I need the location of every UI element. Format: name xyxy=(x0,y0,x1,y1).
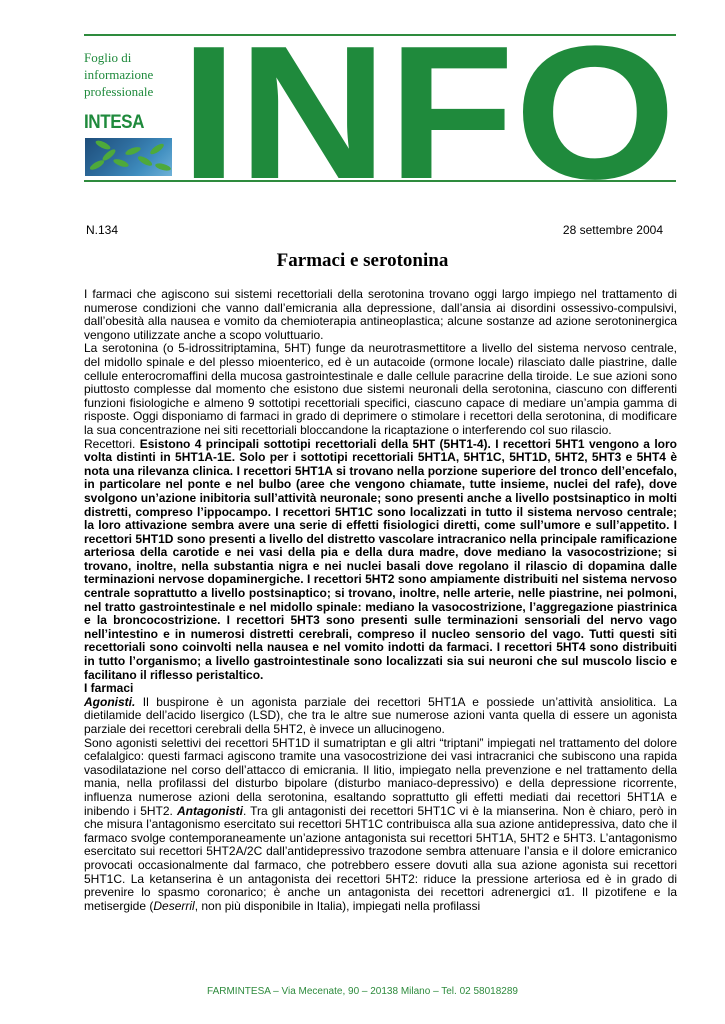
paragraph-agonists: Agonisti. Il buspirone è un agonista parziale dei recettori 5HT1A e possiede un’attività ansiolitica. La dietilamide dell’acido lisergico (LSD), che tra le altre sue numerose azioni vanta quella di essere un agonista parziale dei recettori cerebrali della 5HT2, è invece un allucinogeno. xyxy=(84,694,677,736)
paragraph-serotonin: La serotonina (o 5-idrossitriptamina, 5HT) funge da neurotrasmettitore a livello del sistema nervoso centrale, del midollo spinale e del plesso mioenterico, ed è un autacoide (ormone locale) rilasciato dalle piastrine, dalle cellule enterocromaffini della mucosa gastrointestinale e dalle cellule paracrine della tiroide. Le sue azioni sono piuttosto complesse dal momento che esistono due sistemi neuronali della serotonina, ciascuno con differenti funzioni fisiologiche e almeno 9 sottotipi recettoriali specifici, ciascuno capace di mediare un’ampia gamma di risposte. Oggi disponiamo di farmaci in grado di deprimere o stimolare i recettori della serotonina, di modificare la sua concentrazione nei siti recettoriali bloccandone la ricaptazione o interferendo col suo rilascio. xyxy=(84,341,677,437)
antagonists-lead: Antagonisti xyxy=(176,803,243,818)
article-title: Farmaci e serotonina xyxy=(276,250,449,271)
section-heading: I farmaci xyxy=(84,681,134,696)
issue-number: N.134 xyxy=(86,223,119,237)
masthead-word: INFO xyxy=(180,34,676,182)
paragraph-antagonists: Sono agonisti selettivi dei recettori 5HT1D il sumatriptan e gli altri “triptani” impiegati nel trattamento del dolore cefalalgico: questi farmaci agiscono tramite una vasocostrizione dei vasi intracranici che subiscono una rapida vasodilatazione nel corso dell’attacco di emicrania. Il litio, impiegato nella prevenzione e nel trattamento della mania, nella profilassi del disturbo bipolare (disturbo maniaco-depressivo) e della depressione ricorrente, influenza numerose azioni della serotonina, esaltando soprattutto gli effetti mediati dai recettori 5HT1A e inibendo i 5HT2. Antagonisti. Tra gli antagonisti dei recettori 5HT1C vi è la mianserina. Non è chiaro, però in che misura l’antagonismo esercitato sui recettori 5HT1C contribuisca alla sua azione antidepressiva, dato che il farmaco svolge contemporaneamente un’azione antagonista sui recettori 5HT1A, 5HT2 e 5HT3. L’antagonismo esercitato sui recettori 5HT2A/2C dall’antidepressivo trazodone sembra attenuare l’ansia e il dolore emicranico provocati occasionalmente dal farmaco, che potrebbero essere dovuti alla sua azione agonista sui recettori 5HT1C. La ketanserina è un antagonista dei recettori 5HT2: riduce la pressione arteriosa ed è in grado di prevenire lo spasmo coronarico; è anche un antagonista dei recettori adrenergici α1. Il pizotifene e la metisergide (Deserril, non più disponibile in Italia), impiegati nella profilassi xyxy=(84,735,677,913)
brand-text xyxy=(84,49,172,100)
paragraph-intro: I farmaci che agiscono sui sistemi recettoriali della serotonina trovano oggi largo impiego nel trattamento di numerose condizioni che vanno dall’emicrania alla depressione, dall’ansia ai disordini ossessivo-compulsivi, dall’obesità alla nausea e vomito da chemioterapia antineoplastica; alcune sostanze ad azione serotoninergica vengono utilizzate anche a scopo voluttuario. xyxy=(84,287,677,342)
receptors-text: Esistono 4 principali sottotipi recettoriali della 5HT (5HT1-4). I recettori 5HT1 vengono a loro volta distinti in 5HT1A-1E. Solo per i sottotipi recettoriali 5HT1A, 5HT1C, 5HT1D, 5HT2, 5HT3 e 5HT4 è nota una rilevanza clinica. I recettori 5HT1A si trovano nella porzione superiore del tronco dell’encefalo, in particolare nel ponte e nel bulbo (aree che vengono chiamate, tutte insieme, nuclei del rafe), dove svolgono un’azione inibitoria sull’attività neuronale; sono presenti anche a livello postsinaptico in molti distretti, compreso l’ippocampo. I recettori 5HT1C sono localizzati in tutto il sistema nervoso centrale; la loro attivazione sembra avere una serie di effetti fisiologici diretti, come sull’umore e sull’appetito. I recettori 5HT1D sono presenti a livello del distretto vascolare intracranico nella principale ramificazione arteriosa della carotide e nei vasi della pia e della dura madre, dove mediano la vasocostrizione; si trovano, inoltre, nella substantia nigra e nei nuclei basali dove regolano il rilascio di dopamina dalle terminazioni nervose dopaminergiche. I recettori 5HT2 sono ampiamente distribuiti nel sistema nervoso centrale soprattutto a livello postsinaptico; si trovano, inoltre, nelle arterie, nelle piastrine, nei polmoni, nel tratto gastrointestinale e nel midollo spinale: mediano la vasocostrizione, l’aggregazione piastrinica e la broncocostrizione. I recettori 5HT3 sono presenti sulle terminazioni sensoriali del nervo vago nell’intestino e in numerosi distretti cerebrali, compreso il nucleo sensorio del vago. Tutti questi siti recettoriali sono coinvolti nella nausea e nel vomito indotti da farmaci. I recettori 5HT4 sono distribuiti in tutto l’organismo; a livello gastrointestinale sono localizzati sia sui neuroni che sul muscolo liscio e facilitano il riflesso peristaltico. xyxy=(84,436,677,682)
brand-line-1: Foglio di xyxy=(84,50,132,65)
issue-date: 28 settembre 2004 xyxy=(562,223,663,237)
brand-line-3: professionale xyxy=(84,84,154,99)
agonists-lead: Agonisti. xyxy=(84,694,136,709)
brand-name: INTESA xyxy=(84,112,145,133)
paragraph-receptors xyxy=(84,438,677,683)
brand-line-2: informazione xyxy=(84,67,154,82)
olive-leaf-image xyxy=(85,138,172,176)
receptors-lead: Recettori. xyxy=(84,436,140,451)
masthead-logo xyxy=(178,34,678,182)
article-body xyxy=(84,288,677,913)
footer-address: FARMINTESA – Via Mecenate, 90 – 20138 Milano – Tel. 02 58018289 xyxy=(207,986,518,997)
